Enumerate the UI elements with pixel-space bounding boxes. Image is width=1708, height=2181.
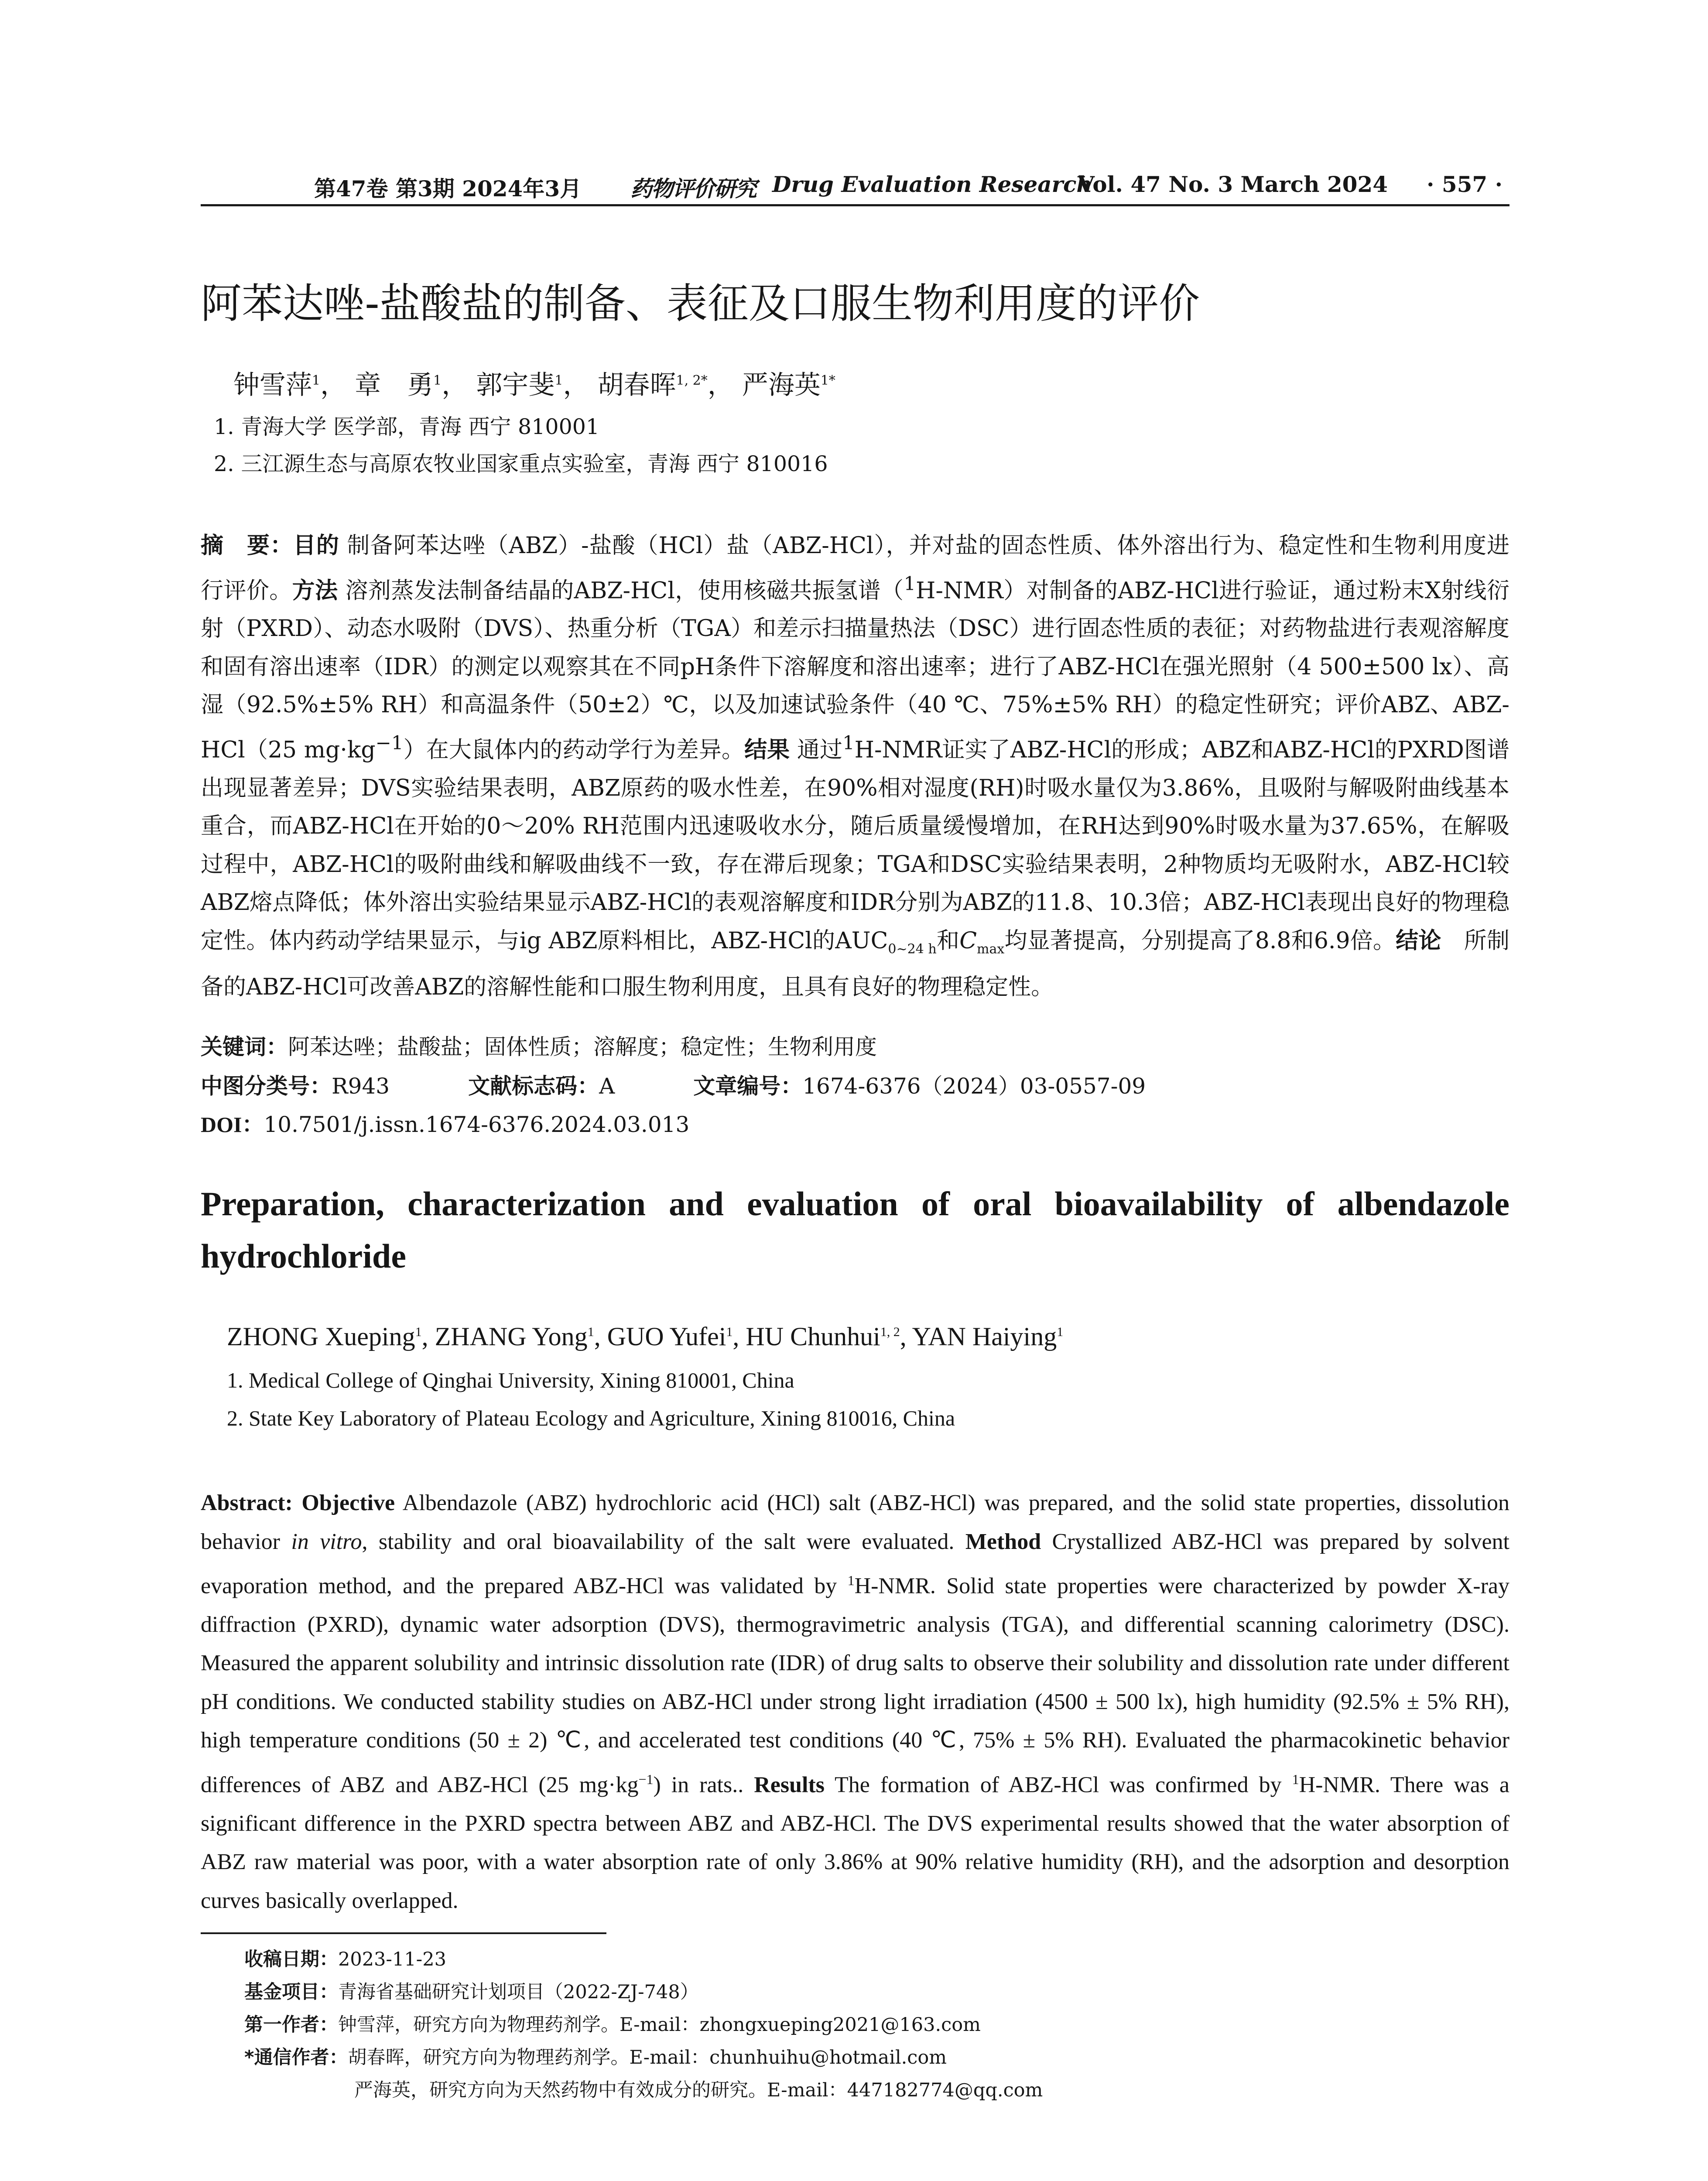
author-sup: 1: [587, 1325, 594, 1339]
objective-text: 制备阿苯达唑（ABZ）-盐酸（HCl）盐（ABZ-HCl），并对盐的固态性质、体外溶出行为、稳定性和生物利用度进行评价。: [201, 533, 1509, 604]
doc-code-value: A: [599, 1073, 615, 1099]
author-sup: 1: [555, 373, 563, 388]
method-en-label: Method: [965, 1529, 1041, 1554]
clc-value: R943: [332, 1073, 390, 1099]
header-journal-cn: 药物评价研究: [630, 176, 756, 202]
classification-line: [201, 1069, 1146, 1100]
method-en-text: ) in rats..: [653, 1772, 754, 1798]
author-en: ZHONG Xueping: [227, 1322, 415, 1351]
author-cn: 钟雪萍: [233, 370, 312, 400]
article-no-value: 1674-6376（2024）03-0557-09: [802, 1073, 1146, 1099]
authors-cn: 钟雪萍$^1$， 章 勇$^1$， 郭宇斐$^1$， 胡春晖$^{1, 2*}$， 严海英$^{1*}$: [233, 370, 835, 400]
running-header: [201, 171, 1509, 202]
header-volume-en: Vol. 47 No. 3 March 2024: [1078, 171, 1388, 197]
abstract-cn: [201, 527, 1509, 1006]
doc-code-label: 文献标志码：: [468, 1073, 599, 1099]
first-author-label: 第一作者：: [244, 2014, 338, 2036]
author-cn: 章 勇: [355, 370, 434, 400]
conclusion-label: 结论: [1396, 927, 1441, 954]
affiliation-cn-1: 1. 青海大学 医学部，青海 西宁 810001: [214, 414, 600, 439]
sup: 1: [1292, 1771, 1299, 1787]
author-cn: 胡春晖: [597, 370, 676, 400]
results-en-text: The formation of ABZ-HCl was confirmed by: [825, 1772, 1292, 1798]
method-text: 溶剂蒸发法制备结晶的ABZ-HCl，使用核磁共振氢谱（: [338, 577, 904, 604]
keywords-label: 关键词：: [201, 1034, 288, 1060]
method-text: ）在大鼠体内的药动学行为差异。: [403, 737, 745, 763]
title-en: Preparation, characterization and evaluation of oral bioavailability of albendazole hydrochloride: [201, 1185, 1509, 1275]
corresponding-label: *通信作者：: [244, 2047, 348, 2068]
author-sup: 1, 2*: [676, 373, 708, 388]
article-no-label: 文章编号：: [693, 1073, 803, 1099]
title-cn: 阿苯达唑-盐酸盐的制备、表征及口服生物利用度的评价: [201, 280, 1200, 328]
sup: 1: [847, 1573, 855, 1588]
affiliation-en-2: 2. State Key Laboratory of Plateau Ecology and Agriculture, Xining 810016, China: [227, 1406, 955, 1430]
results-text: 均显著提高，分别提高了8.8和6.9倍。: [1004, 927, 1396, 954]
doi-line: [201, 1107, 689, 1138]
sup: −1: [638, 1771, 654, 1787]
author-sup: 1: [312, 373, 321, 388]
footnote-fund: [244, 1977, 699, 2004]
header-rule: [201, 204, 1509, 206]
results-text: H-NMR证实了ABZ-HCl的形成；ABZ和ABZ-HCl的PXRD图谱出现显著差异；DVS实验结果表明，ABZ原药的吸水性差，在90%相对湿度(RH)时吸水量仅为3.86%，且吸附与解吸附曲线基本重合，而ABZ-HCl在开始的0～20% RH范围内迅速吸收水分，随后质量缓慢增加，在RH达到90%时吸水量为37.65%，在解吸过程中，ABZ-HCl的吸附曲线和解吸曲线不一致，存在滞后现象；TGA和DSC实验结果表明，2种物质均无吸附水，ABZ-HCl较ABZ熔点降低；体外溶出实验结果显示ABZ-HCl的表观溶解度和IDR分别为ABZ的11.8、10.3倍；ABZ-HCl表现出良好的物理稳定性。体内药动学结果显示，与ig ABZ原料相比，ABZ-HCl的AUC: [201, 737, 1509, 954]
results-en-label: Results: [754, 1772, 825, 1798]
author-sup: 1, 2: [880, 1325, 900, 1339]
keywords-cn: [201, 1029, 877, 1061]
header-volume-cn: 第47卷 第3期 2024年3月: [314, 176, 582, 202]
footnote-corresponding: [244, 2043, 947, 2069]
footnote-received: [244, 1945, 446, 1971]
sup: −1: [375, 732, 404, 754]
received-label: 收稿日期：: [244, 1949, 338, 1970]
cmax-symbol: C: [959, 927, 977, 954]
abstract-cn-label: 摘 要：: [201, 533, 293, 559]
keywords-text: 阿苯达唑；盐酸盐；固体性质；溶解度；稳定性；生物利用度: [288, 1034, 877, 1060]
sub: 0~24 h: [888, 941, 937, 957]
author-sup: 1: [726, 1325, 733, 1339]
footnote-first-author: [244, 2010, 981, 2037]
author-cn: 严海英: [742, 370, 821, 400]
fund-value: 青海省基础研究计划项目（2022-ZJ-748）: [338, 1981, 699, 2003]
author-cn: 郭宇斐: [476, 370, 555, 400]
abstract-en-label: Abstract:: [201, 1490, 293, 1515]
header-journal-en: Drug Evaluation Research: [772, 171, 1092, 197]
footnote-rule: [201, 1932, 606, 1934]
objective-en-italic: in vitro: [291, 1529, 362, 1554]
sup: 1: [904, 573, 916, 595]
author-en: YAN Haiying: [912, 1322, 1057, 1351]
affiliation-cn-2: 2. 三江源生态与高原农牧业国家重点实验室，青海 西宁 810016: [214, 451, 828, 476]
author-en: HU Chunhui: [746, 1322, 880, 1351]
doi-value: 10.7501/j.issn.1674-6376.2024.03.013: [264, 1112, 690, 1137]
method-en-text: Crystallized ABZ-HCl was prepared by solvent evaporation method, and the prepared ABZ-HCl was validated by: [201, 1529, 1509, 1599]
authors-en: ZHONG Xueping$^1$, ZHANG Yong$^1$, GUO Yufei$^1$, HU Chunhui$^{1, 2}$, YAN Haiying$^1$: [227, 1322, 1064, 1351]
received-value: 2023-11-23: [338, 1949, 446, 1970]
affiliation-en-1: 1. Medical College of Qinghai University, Xining 810001, China: [227, 1368, 794, 1392]
author-sup: 1*: [820, 373, 835, 388]
abstract-en: [201, 1484, 1509, 1920]
sup: 1: [842, 732, 855, 754]
method-en-text: H-NMR. Solid state properties were characterized by powder X-ray diffraction (PXRD), dynamic water adsorption (DVS), thermogravimetric analysis (TGA), and differential scanning calorimetry (DSC). Measured the apparent solubility and intrinsic dissolution rate (IDR) of drug salts to observe their solubility and dissolution rate under different pH conditions. We conducted stability studies on ABZ-HCl under strong light irradiation (4500 ± 500 lx), high humidity (92.5% ± 5% RH), high temperature conditions (50 ± 2) ℃, and accelerated test conditions (40 ℃, 75% ± 5% RH). Evaluated the pharmacokinetic behavior differences of ABZ and ABZ-HCl (25 mg·kg: [201, 1573, 1509, 1798]
objective-en-label: Objective: [301, 1490, 395, 1515]
author-en: GUO Yufei: [607, 1322, 726, 1351]
author-sup: 1: [433, 373, 442, 388]
conclusion-text: 所制备的ABZ-HCl可改善ABZ的溶解性能和口服生物利用度，且具有良好的物理稳定性。: [201, 927, 1509, 1000]
method-label: 方法: [292, 577, 338, 604]
fund-label: 基金项目：: [244, 1981, 338, 2003]
method-text: H-NMR）对制备的ABZ-HCl进行验证，通过粉末X射线衍射（PXRD）、动态水吸附（DVS）、热重分析（TGA）和差示扫描量热法（DSC）进行固态性质的表征；对药物盐进行表观溶解度和固有溶出速率（IDR）的测定以观察其在不同pH条件下溶解度和溶出速率；进行了ABZ-HCl在强光照射（4 500±500 lx）、高湿（92.5%±5% RH）和高温条件（50±2）℃，以及加速试验条件（40 ℃、75%±5% RH）的稳定性研究；评价ABZ、ABZ-HCl（25 mg·kg: [201, 577, 1509, 763]
header-page-number: · 557 ·: [1427, 171, 1503, 197]
first-author-value: 钟雪萍，研究方向为物理药剂学。E-mail：zhongxueping2021@163.com: [338, 2014, 981, 2036]
results-label: 结果: [744, 737, 790, 763]
footnote-corresponding-2: 严海英，研究方向为天然药物中有效成分的研究。E-mail：447182774@qq.com: [354, 2079, 1043, 2101]
author-sup: 1: [415, 1325, 422, 1339]
results-text: 和: [936, 927, 960, 954]
objective-en-text: Albendazole (ABZ) hydrochloric acid (HCl) salt (ABZ-HCl) was prepared, and the solid state properties, dissolution behavior: [201, 1490, 1510, 1554]
doi-label: DOI：: [201, 1112, 264, 1137]
corresponding-value-1: 胡春晖，研究方向为物理药剂学。E-mail：chunhuihu@hotmail.com: [348, 2047, 947, 2068]
sub: max: [977, 941, 1005, 957]
results-text: 通过: [790, 737, 843, 763]
objective-label: 目的: [293, 533, 339, 559]
results-en-text: H-NMR. There was a significant difference in the PXRD spectra between ABZ and ABZ-HCl. The DVS experimental results showed that the water absorption of ABZ raw material was poor, with a water absorption rate of only 3.86% at 90% relative humidity (RH), and the adsorption and desorption curves basically overlapped.: [201, 1772, 1510, 1913]
objective-en-text: , stability and oral bioavailability of the salt were evaluated.: [362, 1529, 965, 1554]
author-en: ZHANG Yong: [435, 1322, 588, 1351]
clc-label: 中图分类号：: [201, 1073, 332, 1099]
author-sup: 1: [1057, 1325, 1064, 1339]
